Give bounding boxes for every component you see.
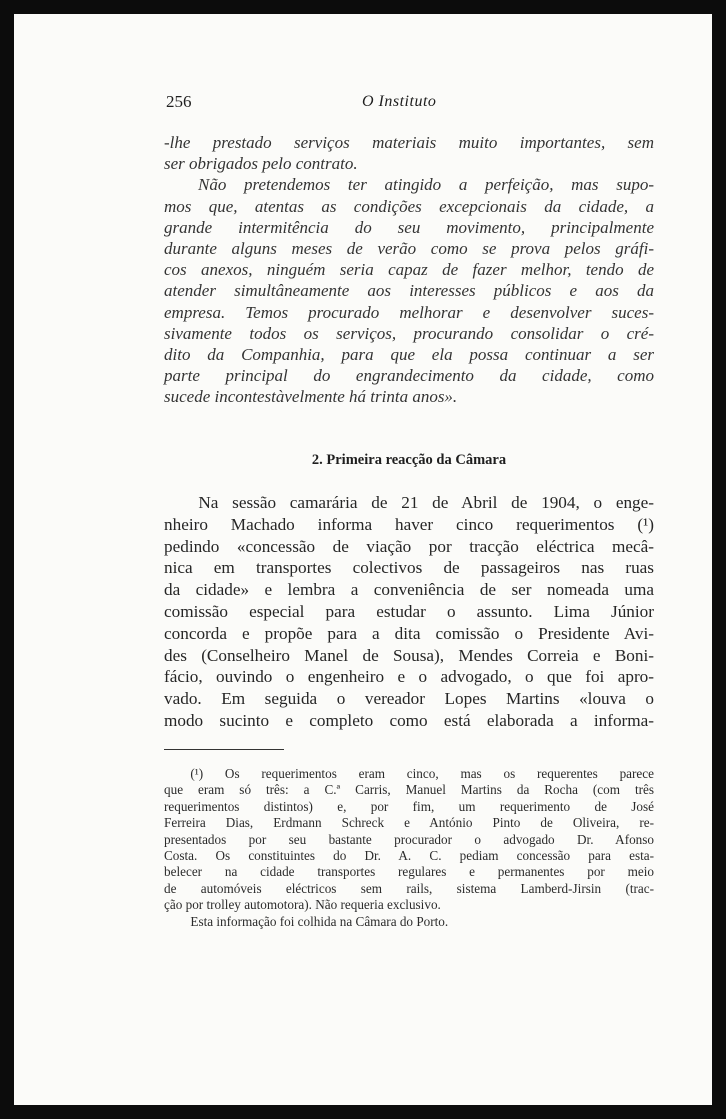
footnote-line: Esta informação foi colhida na Câmara do Porto. bbox=[190, 913, 449, 929]
footnote-line: de automóveis eléctricos sem rails, sistema Lamberd-Jirsin (trac- bbox=[164, 880, 654, 896]
footnote-line: que eram só três: a C.ª Carris, Manuel Martins da Rocha (com três bbox=[164, 782, 654, 798]
body-line: Na sessão camarária de 21 de Abril de 1904, o enge- bbox=[198, 493, 654, 512]
footnote-line: requerimentos distintos) e, por fim, um requerimento de José bbox=[164, 798, 654, 814]
page-header bbox=[166, 92, 586, 116]
footnote-line: ção por trolley automotora). Não requeria exclusivo. bbox=[164, 897, 441, 913]
quote-line: -lhe prestado serviços materiais muito importantes, sem bbox=[164, 133, 654, 152]
footnote-separator bbox=[164, 749, 284, 750]
section-heading bbox=[164, 452, 654, 469]
footnote-line: presentados por seu bastante procurador o advogado Dr. Afonso bbox=[164, 831, 654, 847]
quote-line: cos anexos, ninguém seria capaz de fazer melhor, tendo de bbox=[164, 260, 654, 280]
quote-line: parte principal do engrandecimento da cidade, como bbox=[164, 366, 654, 386]
body-line: fácio, ouvindo o engenheiro e o advogado, o que foi apro- bbox=[164, 667, 654, 687]
footnote-line: Costa. Os constituintes do Dr. A. C. pediam concessão para esta- bbox=[164, 848, 654, 864]
body-line: concorda e propõe para a dita comissão o Presidente Avi- bbox=[164, 623, 654, 643]
page-number: 256 bbox=[166, 92, 192, 111]
footnote-line: Ferreira Dias, Erdmann Schreck e António Pinto de Oliveira, re- bbox=[164, 815, 654, 831]
body-paragraph bbox=[164, 492, 654, 732]
footnotes bbox=[164, 766, 654, 930]
quote-line: durante alguns meses de verão como se prova pelos gráfi- bbox=[164, 239, 654, 259]
running-title: O Instituto bbox=[362, 93, 437, 110]
book-page bbox=[14, 14, 712, 1105]
body-line: comissão especial para estudar o assunto. Lima Júnior bbox=[164, 601, 654, 621]
body-line: modo sucinto e completo como está elaborada a informa- bbox=[164, 710, 654, 730]
body-line: pedindo «concessão de viação por tracção eléctrica mecâ- bbox=[164, 536, 654, 556]
quote-line: mos que, atentas as condições excepcionais da cidade, a bbox=[164, 196, 654, 216]
quote-line: sucede incontestàvelmente há trinta anos». bbox=[164, 387, 458, 407]
quote-line: atender simultâneamente aos interesses públicos e aos da bbox=[164, 281, 654, 301]
quote-line: ser obrigados pelo contrato. bbox=[164, 154, 358, 174]
quote-line: sivamente todos os serviços, procurando consolidar o cré- bbox=[164, 323, 654, 343]
section-title: Primeira reacção da Câmara bbox=[326, 452, 507, 468]
body-line: nheiro Machado informa haver cinco requerimentos (¹) bbox=[164, 514, 654, 534]
body-line: da cidade» e lembra a conveniência de ser nomeada uma bbox=[164, 580, 654, 600]
quote-line: dito da Companhia, para que ela possa continuar a ser bbox=[164, 345, 654, 365]
footnote-line: belecer na cidade transportes regulares e permanentes por meio bbox=[164, 864, 654, 880]
quoted-passage bbox=[164, 132, 654, 408]
body-line: des (Conselheiro Manel de Sousa), Mendes Correia e Boni- bbox=[164, 645, 654, 665]
body-line: vado. Em seguida o vereador Lopes Martins «louva o bbox=[164, 689, 654, 709]
body-line: nica em transportes colectivos de passageiros nas ruas bbox=[164, 558, 654, 578]
quote-line: Não pretendemos ter atingido a perfeição, mas supo- bbox=[198, 175, 654, 195]
quote-line: grande intermitência do seu movimento, principalmente bbox=[164, 217, 654, 237]
footnote-line: (¹) Os requerimentos eram cinco, mas os requerentes parece bbox=[190, 766, 654, 781]
section-number: 2. bbox=[311, 452, 323, 468]
quote-line: empresa. Temos procurado melhorar e desenvolver suces- bbox=[164, 302, 654, 322]
